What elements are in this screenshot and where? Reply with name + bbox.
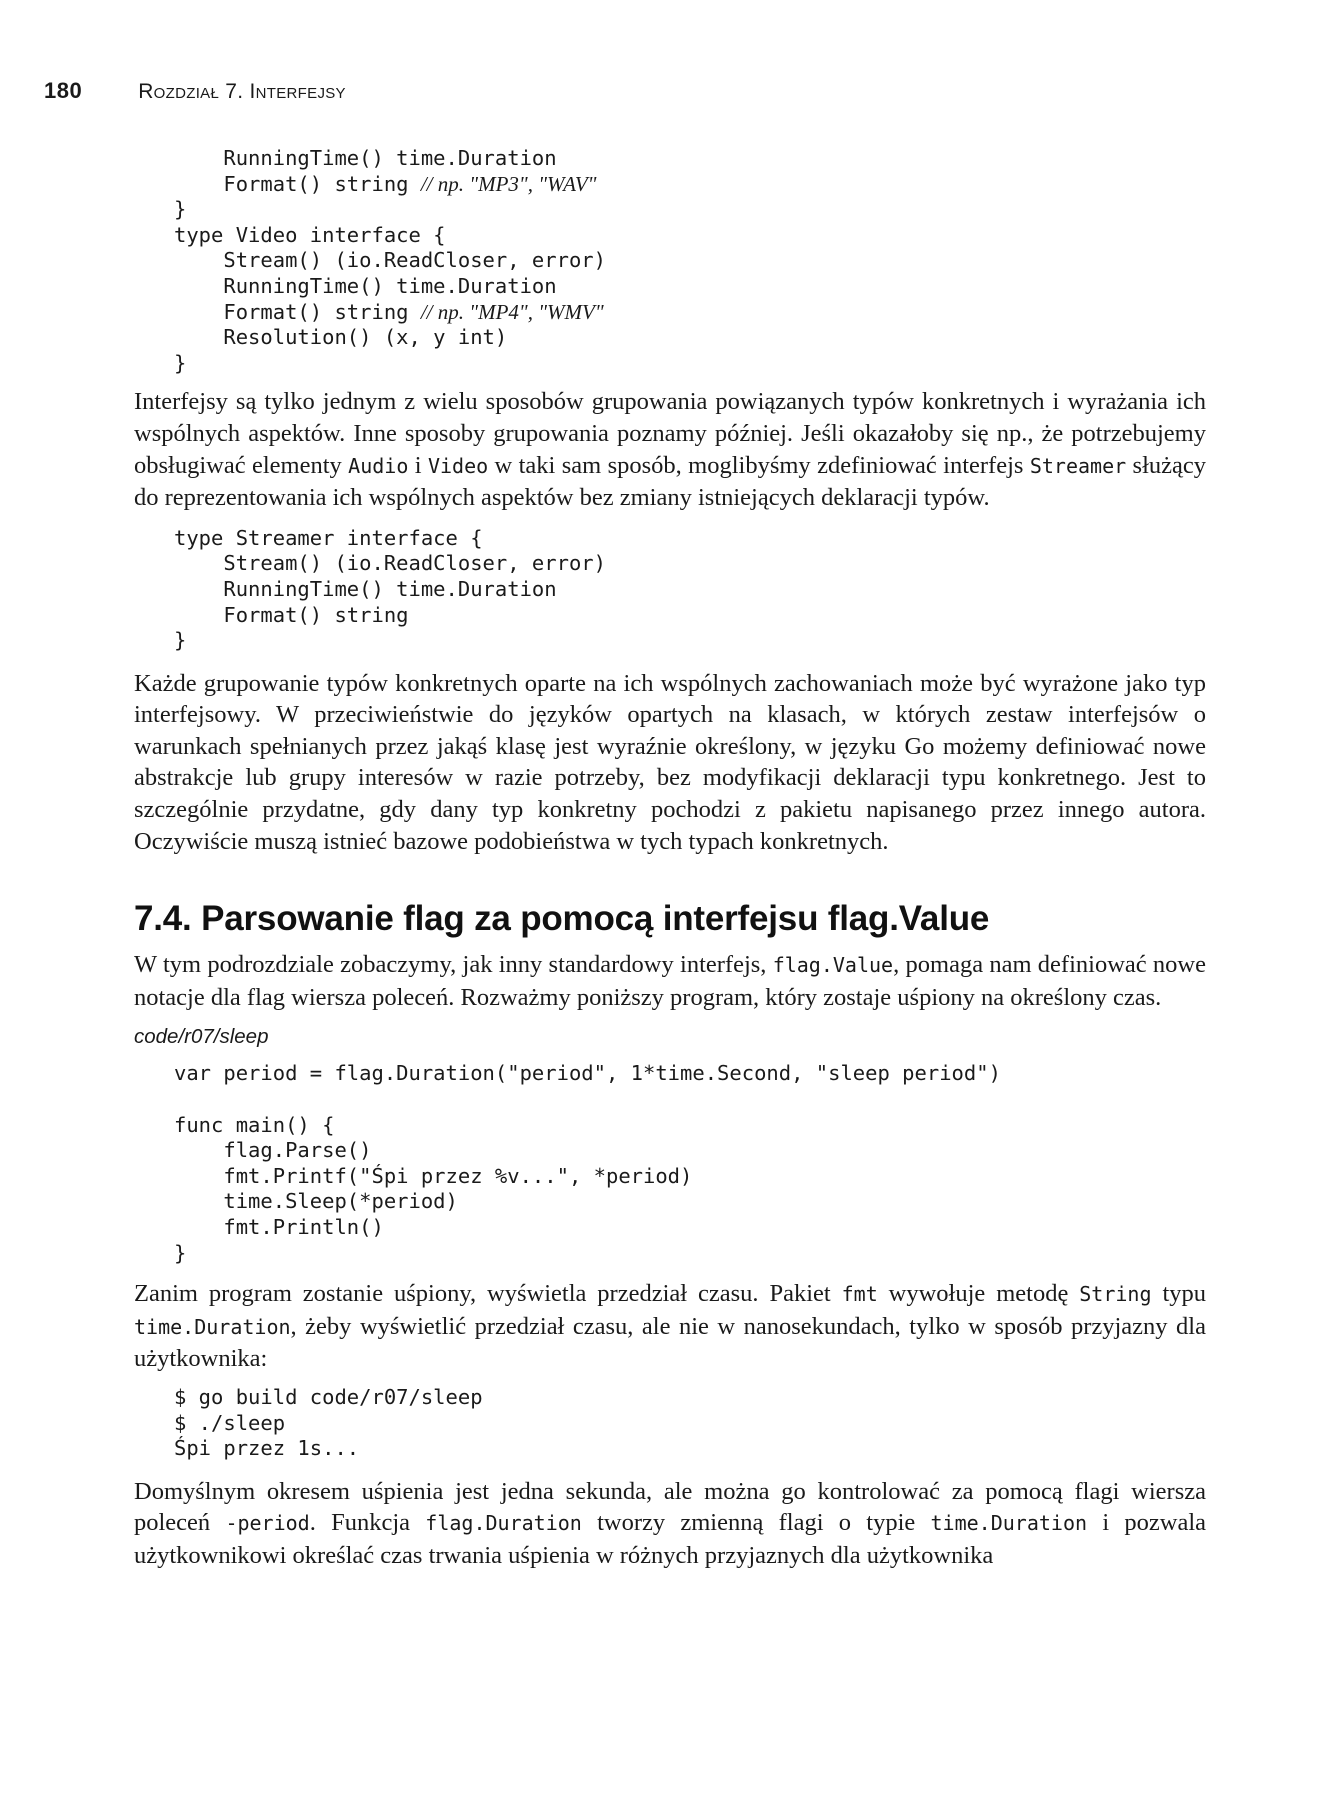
inline-code: flag.Duration: [425, 1511, 582, 1536]
page-number: 180: [44, 78, 83, 103]
paragraph-interfaces-grouping: Interfejsy są tylko jednym z wielu sposobów grupowania powiązanych typów konkretnych i wyrażania ich wspólnych aspektów. Inne sposoby grupowania poznamy później. Jeśli okazałoby się np., że potrzebujemy obsługiwać elementy Audio i Video w taki sam sposób, moglibyśmy zdefiniować interfejs Streamer służący do reprezentowania ich wspólnych aspektów bez zmiany istniejących deklaracji typów.: [134, 388, 1207, 512]
inline-code: time.Duration: [930, 1511, 1088, 1536]
paragraph-flag-value: W tym podrozdziale zobaczymy, jak inny standardowy interfejs, flag.Value, pomaga nam definiować nowe notacje dla flag wiersza poleceń. Rozważmy poniższy program, który zostaje uśpiony na określony czas.: [134, 951, 1206, 1011]
paragraph-default-period: Domyślnym okresem uśpienia jest jedna sekunda, ale można go kontrolować za pomocą flagi wiersza poleceń -period. Funkcja flag.Duration tworzy zmienną flagi o typie time.Duration i pozwala użytkownikowi określać czas trwania uśpienia w różnych przyjaznych dla użytkownika: [134, 1477, 1206, 1569]
code-file-path: code/r07/sleep: [134, 1025, 269, 1049]
inline-code: Audio: [348, 453, 409, 478]
code-line: type Video interface {: [174, 222, 446, 247]
code-block-streamer: type Streamer interface { Stream() (io.ReadCloser, error) RunningTime() time.Duration Format() string }: [174, 525, 606, 653]
inline-code: String: [1079, 1282, 1152, 1307]
code-line: RunningTime() time.Duration: [174, 146, 557, 170]
section-heading: 7.4. Parsowanie flag za pomocą interfejsu flag.Value: [134, 899, 990, 939]
code-line: Format() string: [174, 299, 421, 324]
code-line: Format() string: [174, 171, 421, 196]
inline-code: time.Duration: [134, 1314, 291, 1339]
code-comment: // np. "MP3", "WAV": [420, 171, 597, 196]
code-block-sleep: var period = flag.Duration("period", 1*time.Second, "sleep period") func main() { flag.Parse() fmt.Printf("Śpi przez %v...", *period) time.Sleep(*period) fmt.Println() }: [174, 1061, 1001, 1265]
code-block-interfaces: [174, 146, 1206, 376]
code-line: Stream() (io.ReadCloser, error): [174, 248, 606, 273]
code-comment: // np. "MP4", "WMV": [420, 299, 604, 324]
code-block-shell: $ go build code/r07/sleep $ ./sleep Śpi przez 1s...: [174, 1384, 483, 1461]
running-title: Rozdział 7. Interfejsy: [138, 80, 346, 103]
page-content: [134, 146, 1206, 1572]
page-header: [44, 78, 346, 108]
inline-code: flag.Value: [772, 953, 894, 978]
code-line: }: [174, 197, 187, 222]
inline-code: Video: [427, 453, 489, 478]
code-line: RunningTime() time.Duration: [174, 273, 557, 298]
paragraph-duration-format: Zanim program zostanie uśpiony, wyświetla przedział czasu. Pakiet fmt wywołuje metodę String typu time.Duration, żeby wyświetlić przedział czasu, ale nie w nanosekundach, tylko w sposób przyjazny dla użytkownika:: [134, 1280, 1206, 1373]
code-line: Resolution() (x, y int): [174, 325, 508, 350]
inline-code: Streamer: [1029, 453, 1127, 478]
inline-code: fmt: [841, 1282, 878, 1307]
inline-code: -period: [225, 1511, 310, 1536]
paragraph-concrete-types: Każde grupowanie typów konkretnych oparte na ich wspólnych zachowaniach może być wyrażone jako typ interfejsowy. W przeciwieństwie do języków opartych na klasach, w których zestaw interfejsów o warunkach spełnianych przez jakąś klasę jest wyraźnie określony, w języku Go możemy definiować nowe abstrakcje lub grupy interesów w razie potrzeby, bez modyfikacji deklaracji typu konkretnego. Jest to szczególnie przydatne, gdy dany typ konkretny pochodzi z pakietu napisanego przez innego autora. Oczywiście muszą istnieć bazowe podobieństwa w tych typach konkretnych.: [134, 669, 1206, 855]
code-line: }: [174, 350, 187, 375]
